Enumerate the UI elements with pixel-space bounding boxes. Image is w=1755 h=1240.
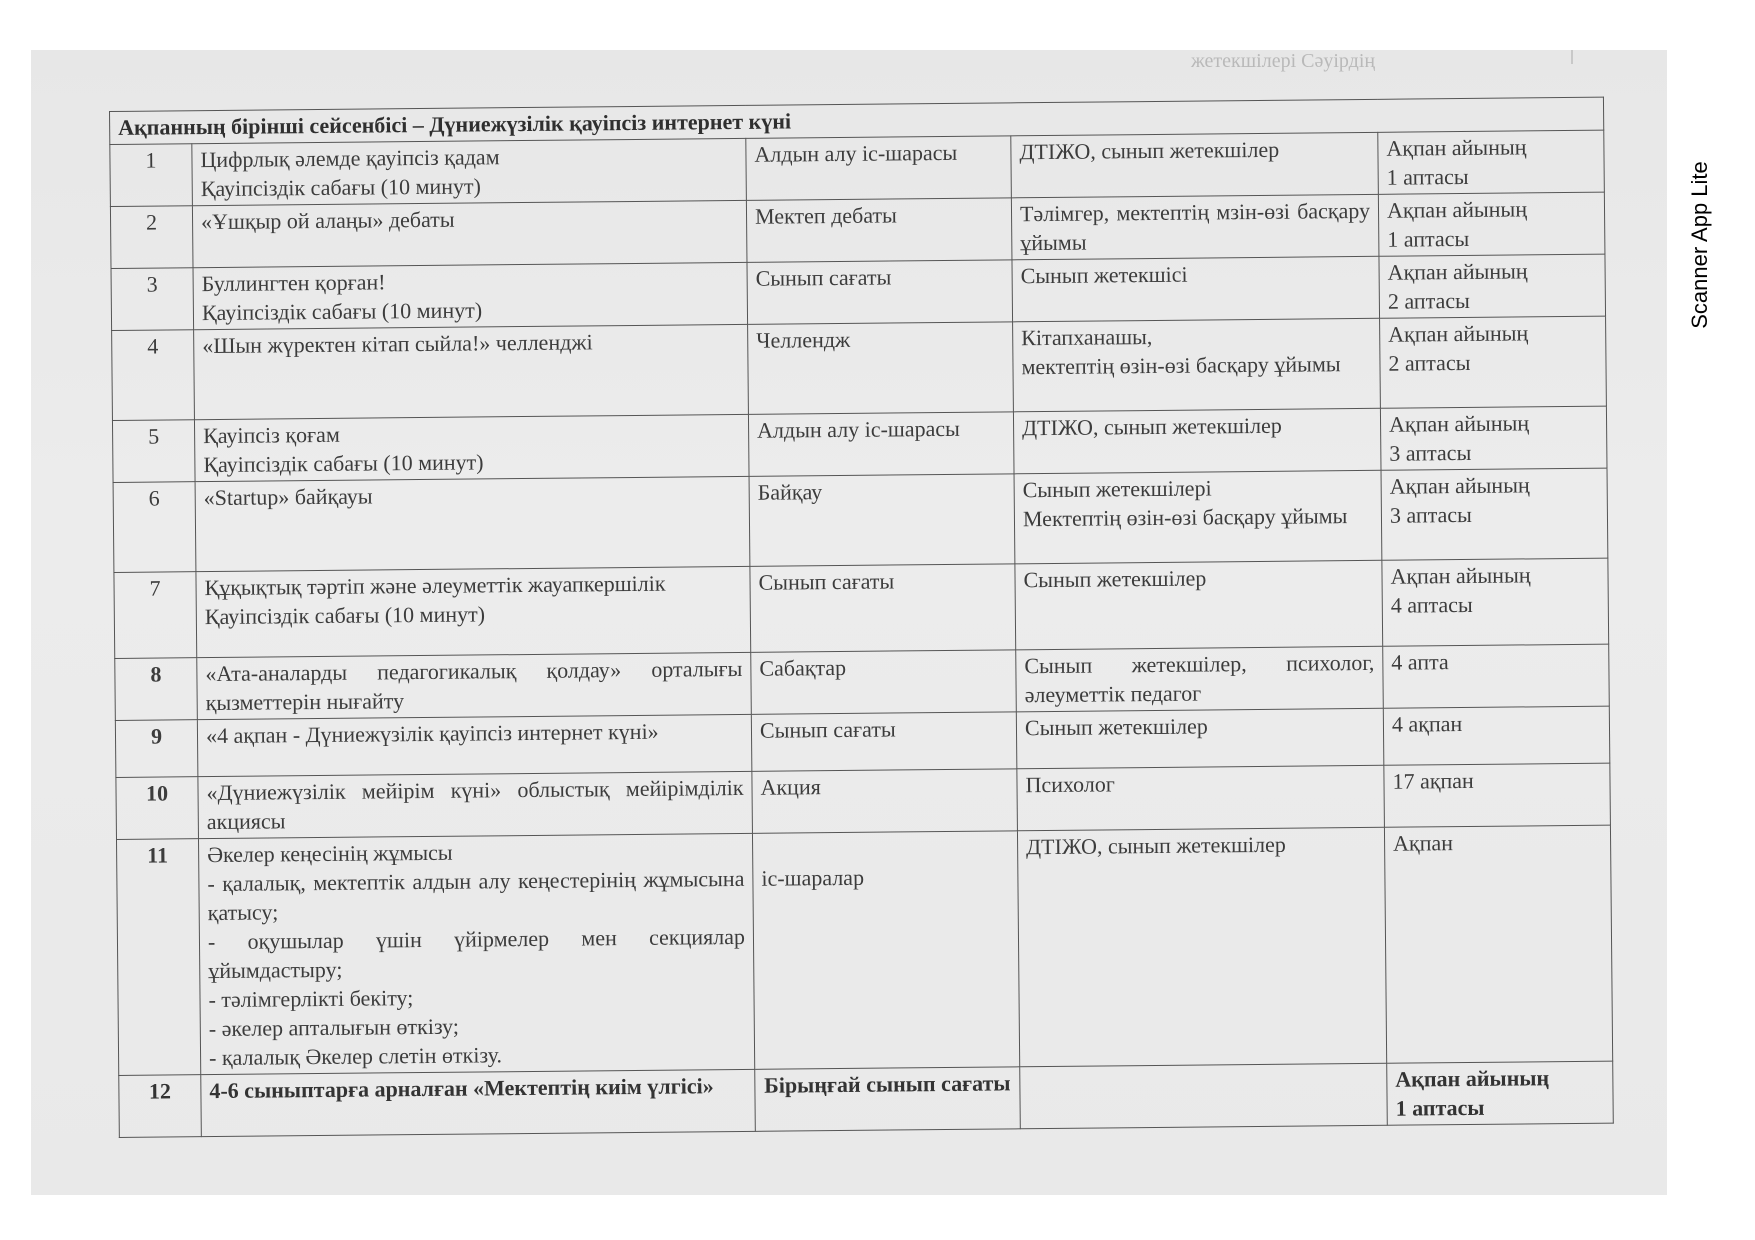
date-cell: [1384, 825, 1612, 1063]
form-cell: іс-шаралар: [752, 831, 1019, 1070]
date-cell: [1381, 468, 1608, 560]
responsible-cell-line: ДТІЖО, сынып жетекшілер: [1021, 412, 1282, 441]
event-cell-line: Қауіпсіздік сабағы (10 минут): [200, 173, 482, 202]
event-cell-line: Қауіпсіздік сабағы (10 минут): [203, 449, 484, 478]
row-number: 2: [110, 206, 193, 269]
event-cell: [198, 771, 753, 838]
responsible-cell: [1016, 646, 1384, 712]
event-cell-line: «Startup» байқауы: [203, 483, 373, 511]
bleed-border: [1571, 50, 1573, 64]
date-cell-line: Ақпан айының: [1386, 196, 1528, 223]
date-cell-line: 4 апта: [1391, 649, 1449, 675]
event-cell-line: «Ұшқыр ой алаңы» дебаты: [200, 206, 455, 235]
responsible-cell: [1011, 132, 1379, 198]
event-cell-line: - тәлімгерлікті бекіту;: [208, 985, 414, 1013]
event-cell: [201, 1069, 756, 1136]
date-cell-line: Ақпан: [1392, 830, 1454, 856]
date-cell-line: Ақпан айының: [1389, 472, 1530, 499]
document-photo: [31, 50, 1667, 1195]
event-cell: [195, 476, 750, 571]
date-cell: [1380, 406, 1607, 470]
form-cell: Алдын алу іс-шарасы: [746, 136, 1012, 201]
form-cell: Челлендж: [748, 322, 1014, 415]
row-number: 3: [111, 268, 194, 331]
date-cell-line: 3 аптасы: [1389, 439, 1472, 466]
responsible-cell: [1020, 1063, 1388, 1129]
date-cell-line: 17 ақпан: [1392, 767, 1474, 794]
event-cell-line: Қауіпсіздік сабағы (10 минут): [204, 601, 486, 630]
responsible-cell-line: Сынып жетекшілер: [1024, 713, 1208, 741]
date-cell-line: Ақпан айының: [1388, 410, 1530, 437]
previous-page-bleed-text: жетекшілері Сәуірдің: [1191, 50, 1376, 72]
table-row: [113, 468, 1608, 572]
responsible-cell-line: Тәлімгер, мектептің мзін-өзі басқару ұйымы: [1019, 197, 1371, 256]
date-cell-line: 1 аптасы: [1386, 163, 1469, 190]
event-cell-line: - оқушылар үшін үйірмелер мен секциялар ұйымдастыру;: [207, 923, 746, 984]
table-row: [119, 1061, 1614, 1137]
event-cell: [193, 262, 748, 329]
row-number: 8: [115, 658, 198, 721]
responsible-cell-line: Сынып жетекшілер: [1023, 565, 1207, 593]
responsible-cell-line: Мектептің өзін-өзі басқару ұйымы: [1022, 503, 1348, 532]
event-cell: [194, 324, 749, 419]
date-cell: [1387, 1061, 1614, 1125]
event-cell: [197, 652, 752, 719]
events-plan-table: [109, 97, 1614, 1138]
event-cell-line: Қауіпсіз қоғам: [203, 421, 340, 449]
event-cell-line: - қалалық, мектептік алдын алу кеңестерінің жұмысына қатысу;: [207, 865, 745, 926]
date-cell-line: Ақпан айының: [1395, 1065, 1550, 1092]
date-cell: [1378, 130, 1605, 194]
form-cell: Сынып сағаты: [750, 564, 1016, 653]
date-cell: [1384, 763, 1611, 827]
event-cell-line: Цифрлық әлемде қауіпсіз қадам: [200, 144, 500, 173]
date-cell-line: 1 аптасы: [1387, 225, 1470, 252]
row-number: 4: [112, 330, 195, 421]
responsible-cell-line: ДТІЖО, сынып жетекшілер: [1025, 831, 1286, 860]
form-cell: Сынып сағаты: [747, 260, 1013, 325]
responsible-cell-line: мектептің өзін-өзі басқару ұйымы: [1021, 351, 1341, 380]
event-cell-line: «4 ақпан - Дүниежүзілік қауіпсіз интернет күні»: [205, 718, 659, 749]
table-row: [112, 316, 1607, 420]
row-number: 7: [114, 572, 197, 659]
event-cell: [198, 833, 754, 1074]
date-cell-line: 4 аптасы: [1390, 591, 1473, 618]
event-cell: [192, 138, 747, 205]
event-cell: [192, 200, 747, 267]
date-cell: [1383, 706, 1610, 765]
date-cell: [1378, 192, 1605, 256]
table-header: Ақпанның бірінші сейсенбісі – Дүниежүзілік қауіпсіз интернет күні: [110, 97, 1604, 144]
table-row: [116, 825, 1612, 1075]
form-cell: Алдын алу іс-шарасы: [748, 412, 1014, 477]
date-cell-line: 2 аптасы: [1388, 349, 1471, 376]
event-cell-line: «Ата-аналарды педагогикалық қолдау» орталығы қызметтерін нығайту: [205, 655, 743, 716]
date-cell-line: 4 ақпан: [1391, 711, 1463, 737]
responsible-cell: [1013, 408, 1381, 474]
scanner-app-watermark: Scanner App Lite: [1687, 161, 1712, 329]
event-cell-line: Құқықтық тәртіп және әлеуметтік жауапкершілік: [204, 570, 666, 601]
row-number: 11: [116, 839, 200, 1076]
date-cell: [1383, 644, 1610, 708]
form-cell: Сынып сағаты: [751, 712, 1017, 772]
event-cell-line: Әкелер кеңесінің жұмысы: [207, 839, 453, 868]
row-number: 10: [116, 777, 199, 840]
responsible-cell: [1017, 827, 1386, 1067]
responsible-cell-line: ДТІЖО, сынып жетекшілер: [1019, 136, 1280, 165]
date-cell-line: Ақпан айының: [1387, 258, 1528, 285]
row-number: 9: [115, 720, 198, 778]
form-cell: Бірыңғай сынып сағаты: [755, 1067, 1021, 1132]
date-cell-line: 1 аптасы: [1395, 1094, 1485, 1121]
date-cell: [1380, 316, 1607, 408]
responsible-cell-line: [1028, 1065, 1378, 1068]
responsible-cell: [1017, 765, 1385, 831]
form-cell: Байқау: [749, 474, 1015, 567]
form-cell: Мектеп дебаты: [746, 198, 1012, 263]
row-number: 12: [119, 1075, 202, 1138]
row-number: 1: [110, 144, 193, 207]
responsible-cell: [1014, 470, 1382, 564]
date-cell-line: Ақпан айының: [1390, 562, 1531, 589]
date-cell: [1379, 254, 1606, 318]
form-cell: Акция: [752, 769, 1018, 834]
date-cell-line: Ақпан айының: [1386, 134, 1527, 161]
table-row: [114, 558, 1609, 658]
row-number: 6: [113, 482, 196, 573]
responsible-cell: [1016, 708, 1384, 769]
event-cell-line: 4-6 сыныптарға арналған «Мектептің киім үлгісі»: [209, 1073, 714, 1104]
event-cell-line: - әкелер апталығын өткізу;: [208, 1013, 460, 1042]
event-cell-line: «Дүниежүзілік мейірім күні» облыстық мейірімділік акциясы: [206, 774, 744, 835]
event-cell: [196, 566, 751, 657]
responsible-cell-line: Психолог: [1025, 771, 1115, 798]
event-cell-line: Қауіпсіздік сабағы (10 минут): [201, 297, 483, 326]
event-cell-line: - қалалық Әкелер слетін өткізу.: [208, 1042, 503, 1071]
responsible-cell: [1013, 318, 1381, 412]
event-cell-line: Буллингтен қорған!: [201, 269, 386, 297]
responsible-cell-line: Кітапханашы,: [1021, 323, 1153, 351]
responsible-cell: [1012, 256, 1380, 322]
form-cell: Сабақтар: [751, 650, 1017, 715]
responsible-cell: [1011, 194, 1379, 260]
row-number: 5: [112, 420, 195, 483]
responsible-cell: [1015, 560, 1383, 650]
responsible-cell-line: Сынып жетекшілері: [1022, 475, 1212, 503]
event-cell-line: «Шын жүректен кітап сыйла!» челленджі: [202, 329, 593, 359]
event-cell: [194, 414, 749, 481]
date-cell-line: 3 аптасы: [1389, 501, 1473, 528]
date-cell: [1382, 558, 1609, 646]
date-cell-line: 2 аптасы: [1387, 287, 1470, 314]
responsible-cell-line: Сынып жетекшісі: [1020, 261, 1188, 289]
event-cell: [197, 714, 752, 776]
date-cell-line: Ақпан айының: [1388, 320, 1529, 347]
responsible-cell-line: Сынып жетекшілер, психолог, әлеуметтік педагог: [1024, 649, 1375, 708]
